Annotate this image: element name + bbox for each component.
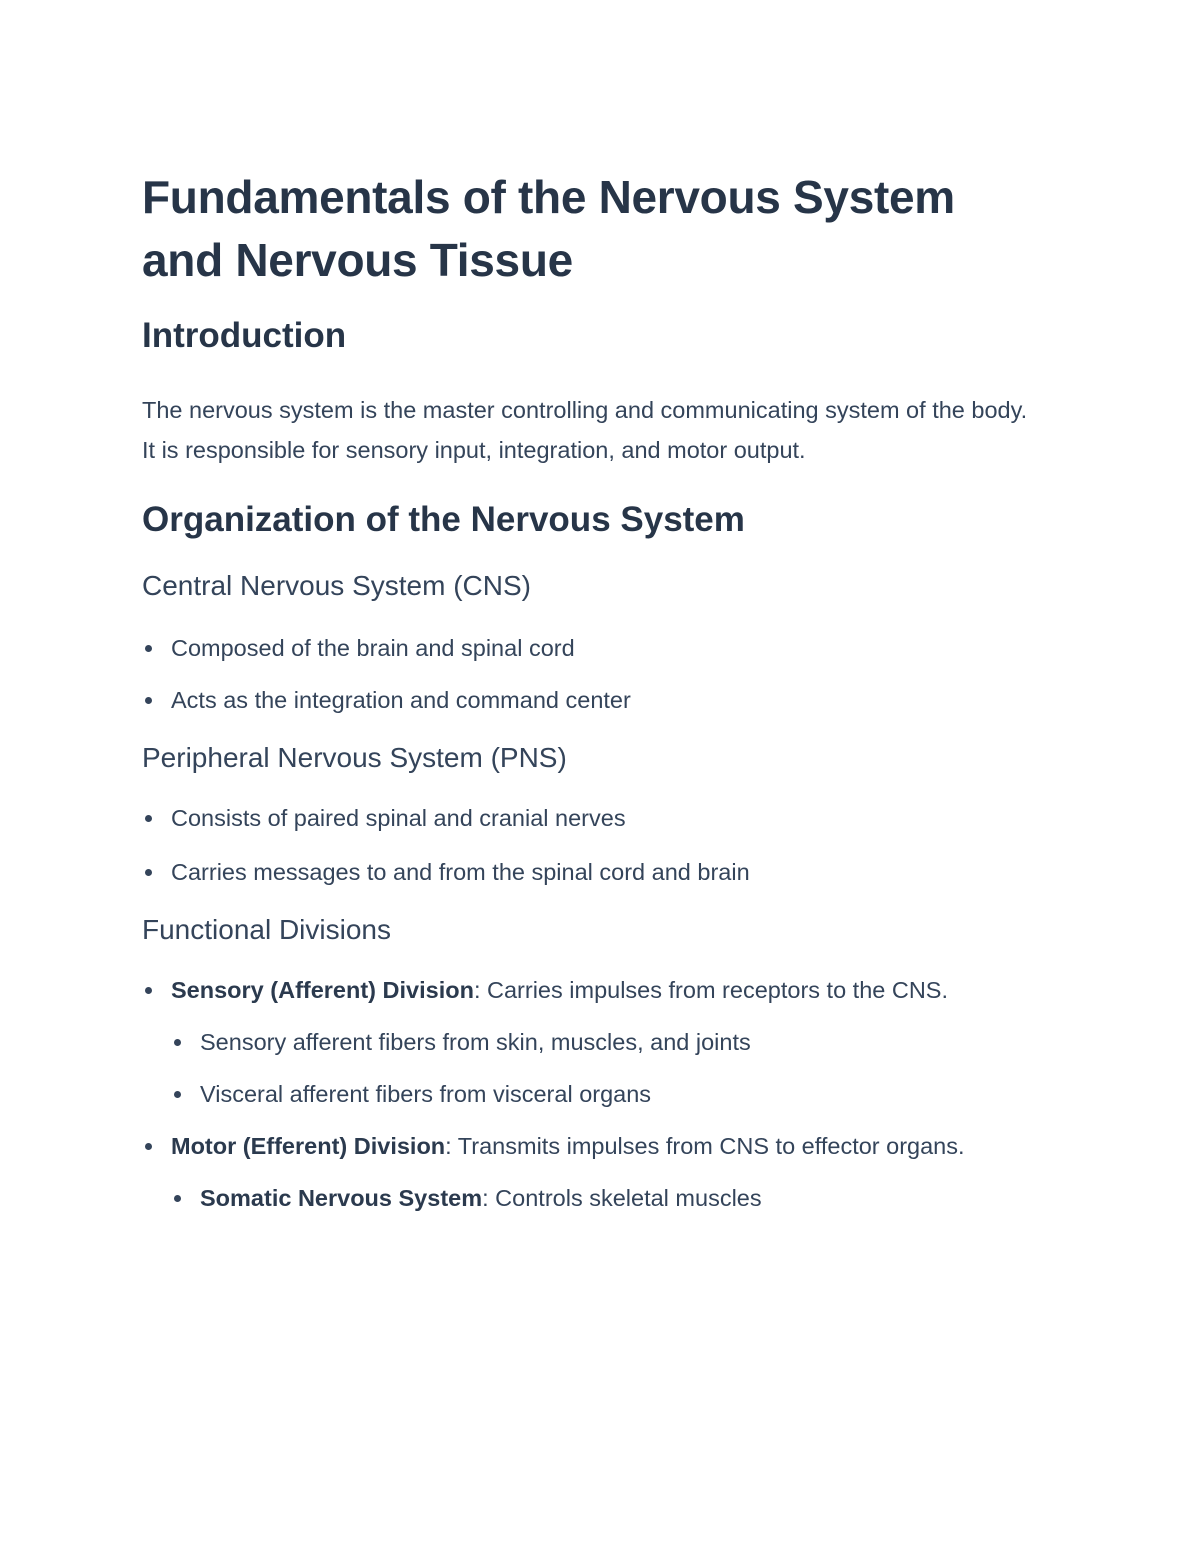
list-item-sensory-division (142, 970, 1042, 1010)
functional-divisions-heading: Functional Divisions (142, 914, 391, 945)
bullet-icon (174, 1039, 181, 1046)
cns-heading: Central Nervous System (CNS) (142, 570, 531, 601)
bullet-icon (145, 645, 152, 652)
document-title: Fundamentals of the Nervous System and Nervous Tissue (142, 171, 955, 286)
list-item-text: Consists of paired spinal and cranial nerves (171, 805, 626, 831)
list-item (142, 1022, 1042, 1062)
somatic-desc: : Controls skeletal muscles (482, 1185, 762, 1211)
functional-divisions-list (142, 970, 1042, 1218)
list-item-somatic (142, 1178, 1042, 1218)
list-item-text: Carries messages to and from the spinal cord and brain (171, 859, 750, 885)
sensory-division-desc: : Carries impulses from receptors to the CNS. (473, 977, 949, 1003)
list-item (142, 1074, 1042, 1114)
list-item (142, 680, 1042, 720)
bullet-icon (174, 1195, 181, 1202)
bullet-icon (174, 1091, 181, 1098)
organization-heading: Organization of the Nervous System (142, 500, 745, 539)
pns-heading: Peripheral Nervous System (PNS) (142, 742, 567, 773)
introduction-heading: Introduction (142, 316, 347, 355)
list-item (142, 798, 1042, 838)
bullet-icon (145, 869, 152, 876)
list-item-text: Composed of the brain and spinal cord (171, 635, 575, 661)
document-page (142, 166, 1042, 1218)
list-item-text: Visceral afferent fibers from visceral organs (200, 1081, 652, 1107)
cns-list (142, 628, 1042, 720)
sensory-division-term: Sensory (Afferent) Division (171, 977, 474, 1003)
bullet-icon (145, 1143, 152, 1150)
motor-division-desc: : Transmits impulses from CNS to effector organs. (445, 1133, 965, 1159)
list-item-text: Sensory afferent fibers from skin, muscles, and joints (200, 1029, 751, 1055)
list-item-motor-division (142, 1126, 1042, 1166)
bullet-icon (145, 697, 152, 704)
bullet-icon (145, 815, 152, 822)
motor-division-term: Motor (Efferent) Division (171, 1133, 446, 1159)
introduction-paragraph: The nervous system is the master controlling and communicating system of the body. It is responsible for sensory input, integration, and motor output. (142, 397, 1028, 463)
list-item-text: Acts as the integration and command center (171, 687, 631, 713)
list-item (142, 852, 1042, 892)
pns-list (142, 798, 1042, 892)
somatic-term: Somatic Nervous System (200, 1185, 483, 1211)
bullet-icon (145, 987, 152, 994)
list-item (142, 628, 1042, 668)
